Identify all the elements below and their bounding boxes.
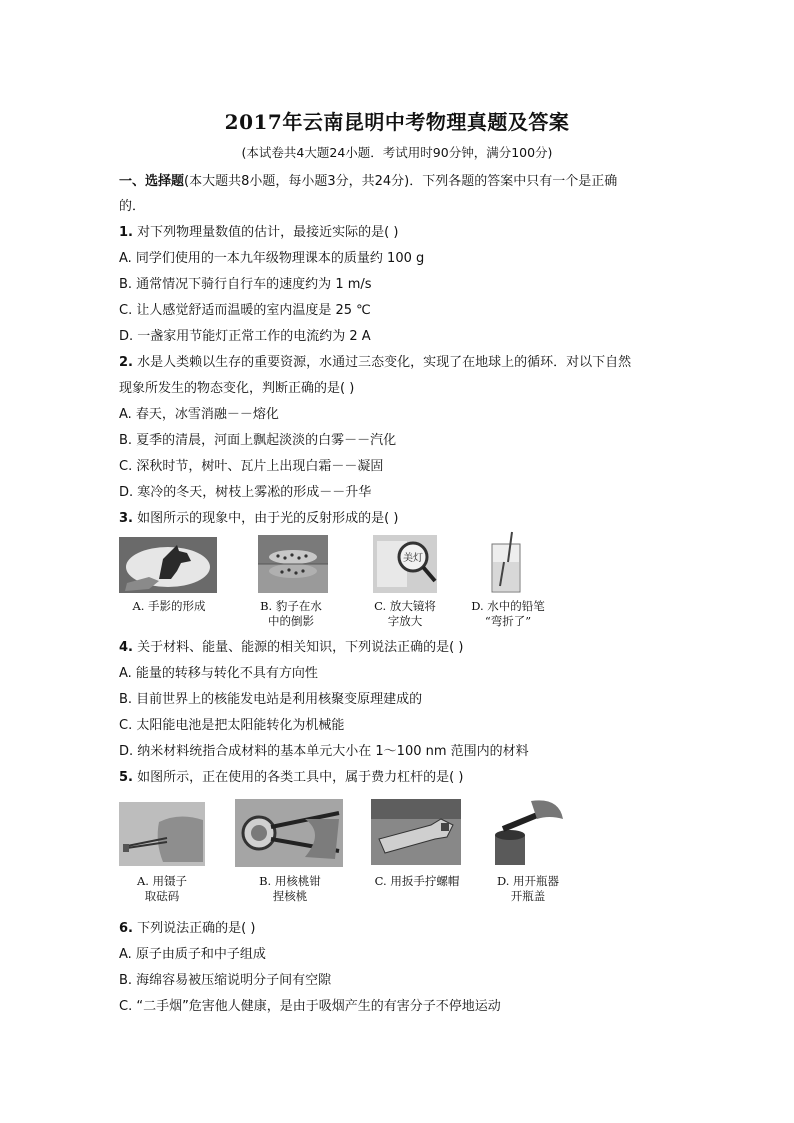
question-text: 如图所示的现象中，由于光的反射形成的是( ) bbox=[137, 511, 399, 526]
hand-shadow-photo bbox=[119, 537, 217, 593]
section-heading bbox=[119, 170, 617, 189]
leopard-reflection-photo bbox=[258, 535, 328, 593]
q5-caption-b: B. 用核桃钳 捏核桃 bbox=[259, 874, 321, 903]
question-number: 5. bbox=[119, 770, 133, 785]
q1-option-c: C. 让人感觉舒适而温暖的室内温度是 25 ℃ bbox=[119, 303, 371, 318]
question-1-stem bbox=[119, 221, 398, 240]
wrench-photo bbox=[371, 799, 461, 865]
question-text: 下列说法正确的是( ) bbox=[137, 921, 256, 936]
question-text: 如图所示，正在使用的各类工具中，属于费力杠杆的是( ) bbox=[137, 770, 464, 785]
pencil-in-water-photo bbox=[484, 530, 528, 596]
q2-option-d: D. 寒冷的冬天，树枝上雾凇的形成－－升华 bbox=[119, 485, 372, 500]
q4-option-c: C. 太阳能电池是把太阳能转化为机械能 bbox=[119, 718, 345, 733]
q2-option-c: C. 深秋时节，树叶、瓦片上出现白霜－－凝固 bbox=[119, 459, 384, 474]
page-subtitle: (本试卷共4大题24小题．考试用时90分钟，满分100分) bbox=[241, 145, 553, 160]
question-text: 水是人类赖以生存的重要资源，水通过三态变化，实现了在地球上的循环．对以下自然 bbox=[137, 355, 632, 370]
question-number: 4. bbox=[119, 640, 133, 655]
q4-option-d: D. 纳米材料统指合成材料的基本单元大小在 1～100 nm 范围内的材料 bbox=[119, 744, 529, 759]
q1-option-b: B. 通常情况下骑行自行车的速度约为 1 m/s bbox=[119, 277, 372, 292]
q1-option-d: D. 一盏家用节能灯正常工作的电流约为 2 A bbox=[119, 329, 371, 344]
section-title: 一、选择题 bbox=[119, 174, 185, 189]
question-2-stem-cont: 现象所发生的物态变化，判断正确的是( ) bbox=[119, 381, 355, 396]
magnifier-photo bbox=[373, 535, 437, 593]
q3-caption-b: B. 豹子在水 中的倒影 bbox=[260, 599, 322, 628]
q3-caption-d: D. 水中的铅笔 “弯折了” bbox=[471, 599, 545, 628]
q2-option-a: A. 春天，冰雪消融－－熔化 bbox=[119, 407, 279, 422]
question-2-stem bbox=[119, 351, 631, 370]
q5-caption-d: D. 用开瓶器 开瓶盖 bbox=[496, 874, 560, 903]
question-6-stem bbox=[119, 917, 255, 936]
section-description: (本大题共8小题，每小题3分，共24分)．下列各题的答案中只有一个是正确 bbox=[184, 174, 618, 189]
question-5-stem bbox=[119, 766, 463, 785]
q5-caption-c: C. 用扳手拧螺帽 bbox=[374, 874, 460, 888]
q4-option-b: B. 目前世界上的核能发电站是利用核聚变原理建成的 bbox=[119, 692, 423, 707]
section-description-cont: 的． bbox=[119, 199, 146, 214]
q2-option-b: B. 夏季的清晨，河面上飘起淡淡的白雾－－汽化 bbox=[119, 433, 397, 448]
question-4-stem bbox=[119, 636, 463, 655]
q4-option-a: A. 能量的转移与转化不具有方向性 bbox=[119, 666, 318, 681]
magnifier-text: 美灯 bbox=[403, 553, 423, 564]
q3-caption-c: C. 放大镜将 字放大 bbox=[374, 599, 436, 628]
q5-caption-a: A. 用镊子 取砝码 bbox=[136, 874, 188, 903]
q6-option-b: B. 海绵容易被压缩说明分子间有空隙 bbox=[119, 973, 332, 988]
question-number: 1. bbox=[119, 225, 133, 240]
question-text: 对下列物理量数值的估计，最接近实际的是( ) bbox=[137, 225, 399, 240]
nutcracker-photo bbox=[235, 799, 343, 867]
question-number: 2. bbox=[119, 355, 133, 370]
question-text: 关于材料、能量、能源的相关知识，下列说法正确的是( ) bbox=[137, 640, 464, 655]
q6-option-c: C. “二手烟”危害他人健康，是由于吸烟产生的有害分子不停地运动 bbox=[119, 999, 501, 1014]
q6-option-a: A. 原子由质子和中子组成 bbox=[119, 947, 266, 962]
q1-option-a: A. 同学们使用的一本九年级物理课本的质量约 100 g bbox=[119, 251, 425, 266]
question-3-stem bbox=[119, 507, 398, 526]
q3-caption-a: A. 手影的形成 bbox=[132, 599, 206, 613]
question-number: 6. bbox=[119, 921, 133, 936]
tweezers-photo bbox=[119, 802, 205, 866]
page-title: 2017年云南昆明中考物理真题及答案 bbox=[224, 110, 570, 134]
question-number: 3. bbox=[119, 511, 133, 526]
bottle-opener-photo bbox=[487, 797, 565, 867]
